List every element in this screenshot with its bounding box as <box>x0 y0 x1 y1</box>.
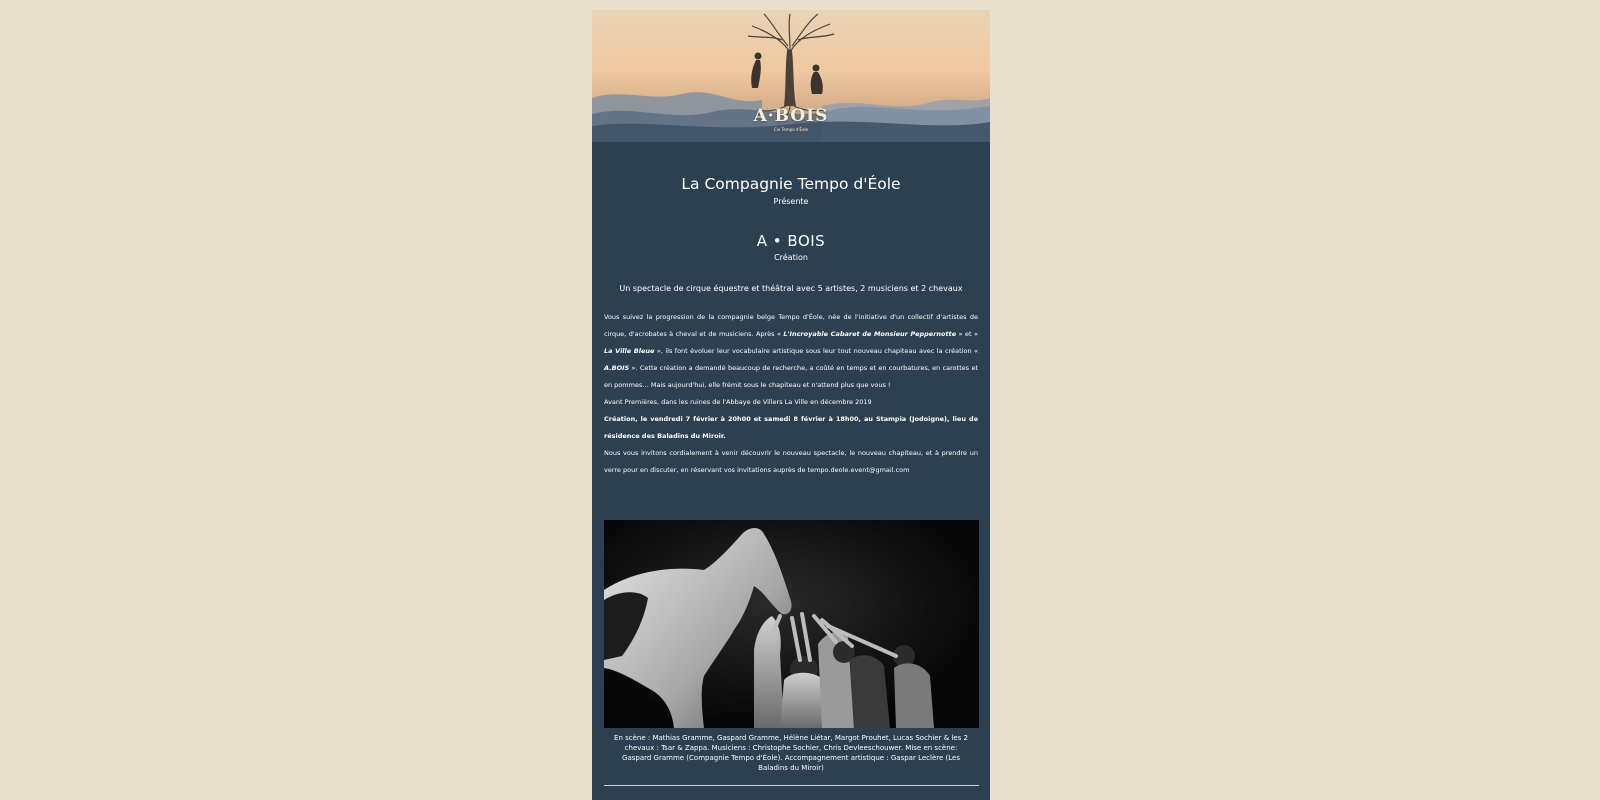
description-paragraph: Vous suivez la progression de la compagnie belge Tempo d'Éole, née de l'initiative d'un collectif d'artistes de cirque, d'acrobates à cheval et de musiciens. Après « L'Incroyable Cabaret de Monsieur Peppernotte » et « La Ville Bleue », ils font évoluer leur vocabulaire artistique sous leur tout nouveau chapiteau avec la création « A.BOIS ». Cette création a demandé beaucoup de recherche, a coûté en temps et en courbatures, en carottes et en pommes… Mais aujourd'hui, elle frémit sous le chapiteau et n'attend plus que vous ! <box>604 313 979 389</box>
divider <box>604 785 979 786</box>
creation-label: Création <box>774 253 808 262</box>
new-show-title: A.BOIS <box>604 364 630 372</box>
preview-dates: Avant Premières, dans les ruines de l'Abbaye de Villers La Ville en décembre 2019 <box>604 398 872 406</box>
description-block <box>604 309 978 479</box>
cast-credits: En scène : Mathias Gramme, Gaspard Gramme, Hélène Liétar, Margot Prouhet, Lucas Sochier & les 2 chevaux : Tsar & Zappa. Musiciens : Christophe Sochier, Chris Devleeschouwer. Mise en scène: Gaspard Gramme (Compagnie Tempo d'Éole). Accompagnement artistique : Gaspar Leclère (Les Baladins du Miroir) <box>614 734 968 772</box>
previous-show-title: L'Incroyable Cabaret de Monsieur Peppernotte <box>783 330 957 338</box>
banner-image <box>592 10 990 142</box>
presents-label: Présente <box>773 197 809 206</box>
invitation-text: Nous vous invitons cordialement à venir découvrir le nouveau spectacle, le nouveau chapiteau, et à prendre un verre pour en discuter, en réservant vos invitations auprès de tempo.deole.event@gmail.com <box>604 449 978 474</box>
company-heading: La Compagnie Tempo d'Éole <box>681 175 901 193</box>
horse-acrobats-photo <box>604 520 979 728</box>
email-panel <box>592 10 990 800</box>
previous-show-title: La Ville Bleue <box>604 347 655 355</box>
premiere-dates: Création, le vendredi 7 février à 20h00 et samedi 8 février à 18h00, au Stampia (Jodoigne), lieu de résidence des Baladins du Miroir. <box>604 415 978 440</box>
show-title: A • BOIS <box>756 232 826 250</box>
show-tagline: Un spectacle de cirque équestre et théâtral avec 5 artistes, 2 musiciens et 2 chevaux <box>619 284 963 293</box>
banner-logo-text: A·BOIS <box>753 106 829 126</box>
email-content <box>592 175 990 479</box>
banner-logo-subtitle: Cie Tempo d'Éole <box>773 127 809 132</box>
